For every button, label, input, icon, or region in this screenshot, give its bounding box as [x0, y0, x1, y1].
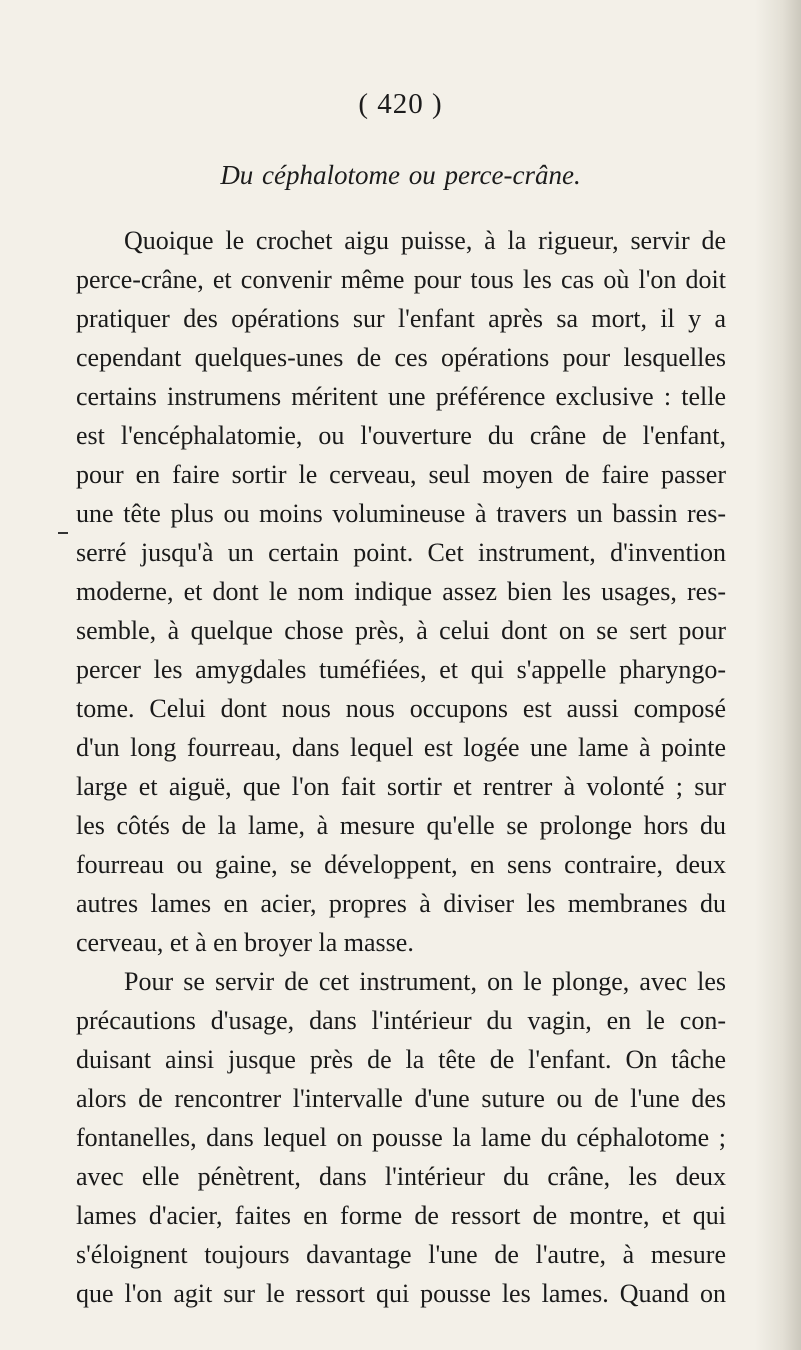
text-line: que l'on agit sur le ressort qui pousse les lames. Quand on	[76, 1279, 726, 1308]
text-line: d'un long fourreau, dans lequel est logée une lame à pointe	[76, 733, 726, 762]
text-line: les côtés de la lame, à mesure qu'elle se prolonge hors du	[76, 811, 726, 840]
text-line: perce-crâne, et convenir même pour tous les cas où l'on doit	[76, 265, 726, 294]
page-edge-shadow	[755, 0, 801, 1350]
text-line: pratiquer des opérations sur l'enfant après sa mort, il y a	[76, 304, 726, 333]
text-line: duisant ainsi jusque près de la tête de l'enfant. On tâche	[76, 1045, 726, 1074]
body-text	[76, 221, 726, 1313]
text-line: une tête plus ou moins volumineuse à travers un bassin res-	[76, 499, 726, 528]
text-line: lames d'acier, faites en forme de ressort de montre, et qui	[76, 1201, 726, 1230]
text-line: moderne, et dont le nom indique assez bien les usages, res-	[76, 577, 726, 606]
text-line: Pour se servir de cet instrument, on le plonge, avec les	[124, 967, 726, 996]
text-line: Quoique le crochet aigu puisse, à la rigueur, servir de	[124, 226, 726, 255]
text-line: fourreau ou gaine, se développent, en sens contraire, deux	[76, 850, 726, 879]
text-line: pour en faire sortir le cerveau, seul moyen de faire passer	[76, 460, 726, 489]
text-line: tome. Celui dont nous nous occupons est aussi composé	[76, 694, 726, 723]
page-number: ( 420 )	[358, 88, 443, 120]
chapter-title: Du céphalotome ou perce-crâne.	[220, 160, 581, 190]
text-line: avec elle pénètrent, dans l'intérieur du crâne, les deux	[76, 1162, 726, 1191]
text-line: est l'encéphalatomie, ou l'ouverture du crâne de l'enfant,	[76, 421, 726, 450]
text-line: cependant quelques-unes de ces opérations pour lesquelles	[76, 343, 726, 372]
text-line: percer les amygdales tuméfiées, et qui s'appelle pharyngo-	[76, 655, 726, 684]
text-line: cerveau, et à en broyer la masse.	[76, 928, 414, 957]
text-line: fontanelles, dans lequel on pousse la lame du céphalotome ;	[76, 1123, 726, 1152]
margin-dash-mark	[58, 532, 68, 534]
text-line: alors de rencontrer l'intervalle d'une suture ou de l'une des	[76, 1084, 726, 1113]
text-line: serré jusqu'à un certain point. Cet instrument, d'invention	[76, 538, 726, 567]
text-line: s'éloignent toujours davantage l'une de l'autre, à mesure	[76, 1240, 726, 1269]
text-line: semble, à quelque chose près, à celui dont on se sert pour	[76, 616, 726, 645]
text-line: précautions d'usage, dans l'intérieur du vagin, en le con-	[76, 1006, 726, 1035]
text-line: large et aiguë, que l'on fait sortir et rentrer à volonté ; sur	[76, 772, 726, 801]
text-line: autres lames en acier, propres à diviser les membranes du	[76, 889, 726, 918]
text-line: certains instrumens méritent une préférence exclusive : telle	[76, 382, 726, 411]
